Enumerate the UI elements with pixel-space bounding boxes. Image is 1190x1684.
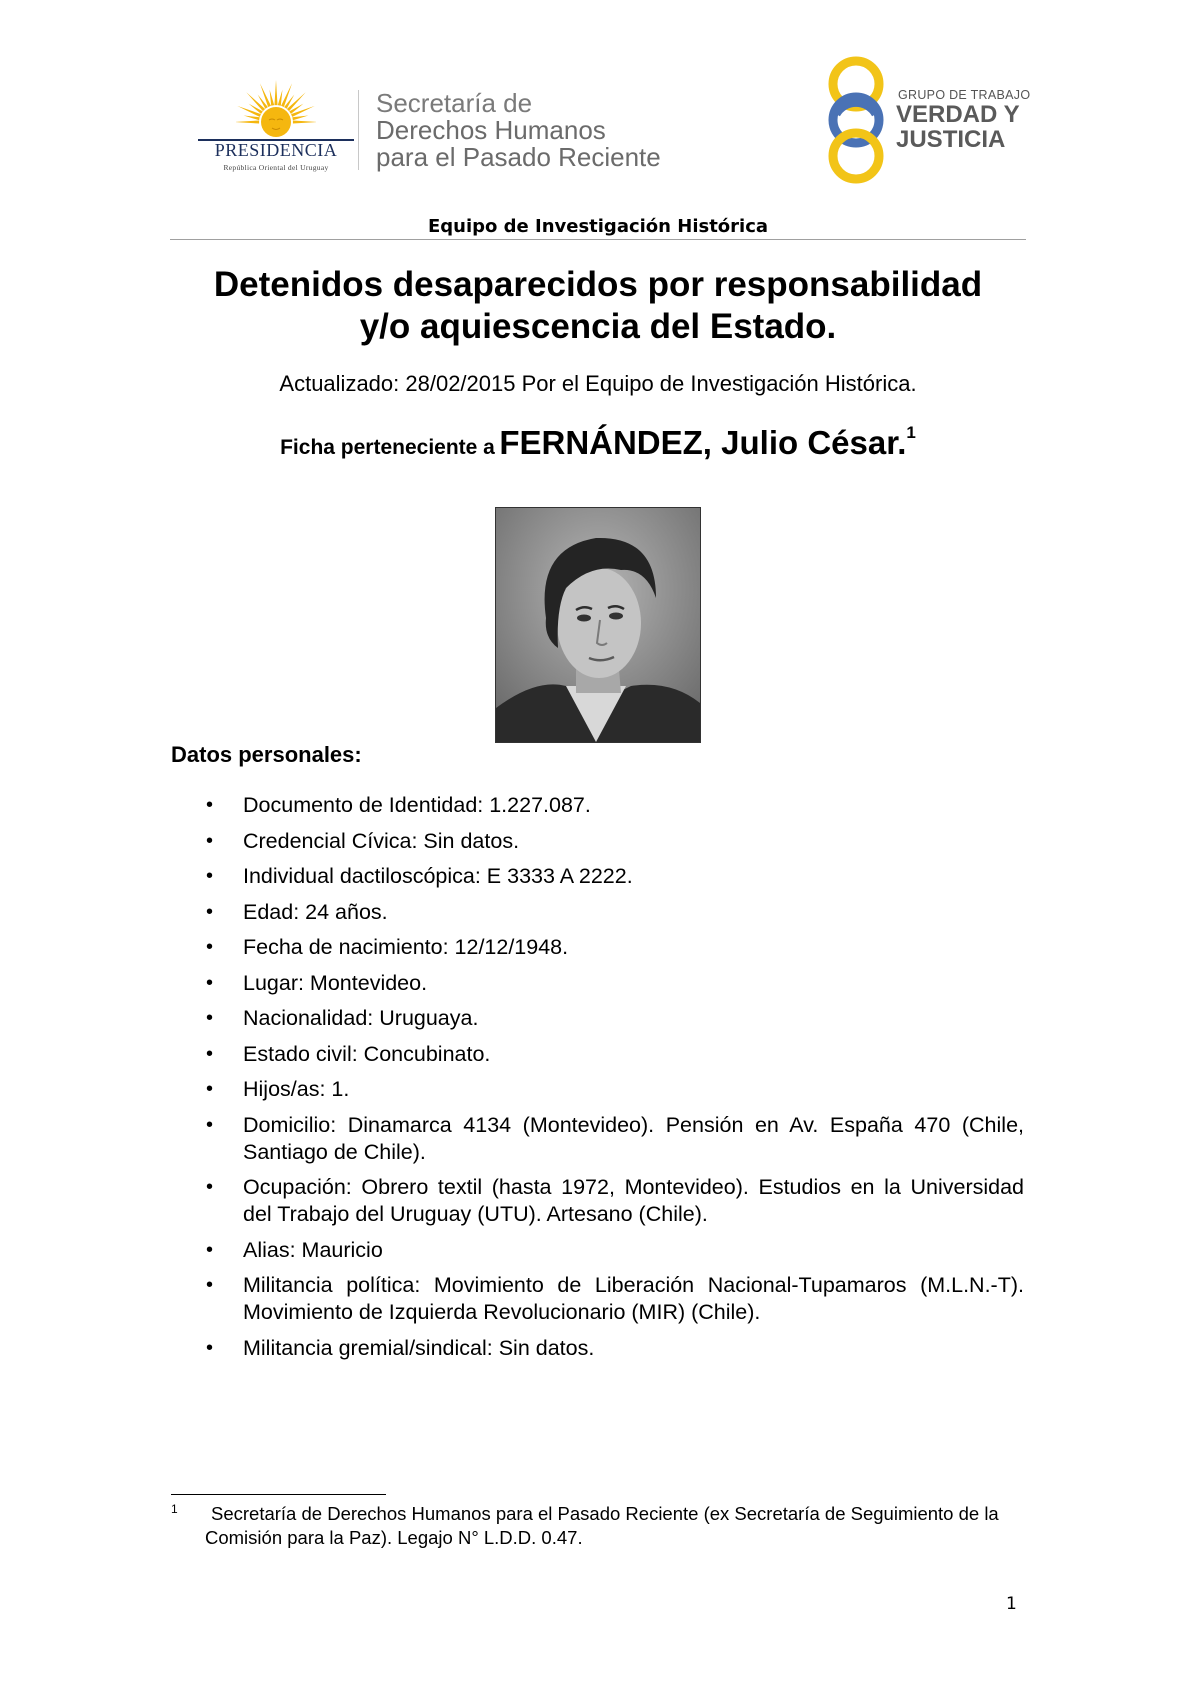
page-number: 1 xyxy=(1006,1594,1017,1614)
person-name: FERNÁNDEZ, Julio César. xyxy=(499,424,907,461)
presidencia-name: PRESIDENCIA xyxy=(214,140,338,160)
bullet-icon: • xyxy=(206,1007,214,1029)
sun-ray xyxy=(278,90,283,106)
list-item xyxy=(171,899,1024,926)
sun-ray xyxy=(244,116,260,121)
person-photo xyxy=(495,507,701,743)
bullet-icon: • xyxy=(206,829,214,852)
bullet-icon: • xyxy=(206,1113,214,1136)
bullet-icon: • xyxy=(206,1336,214,1359)
bullet-icon: • xyxy=(206,971,214,994)
bullet-icon: • xyxy=(206,794,214,816)
list-item-text: Domicilio: Dinamarca 4134 (Montevideo). Pensión en Av. España 470 (Chile, Santiago de Chile). xyxy=(243,1112,1024,1164)
page-title-line2: y/o aquiescencia del Estado. xyxy=(359,307,837,346)
list-item-text: Documento de Identidad: 1.227.087. xyxy=(243,793,591,817)
bullet-icon: • xyxy=(206,936,214,958)
list-item-text: Individual dactiloscópica: E 3333 A 2222. xyxy=(243,864,633,888)
list-item-text: Hijos/as: 1. xyxy=(243,1077,350,1101)
secretaria-logo-text xyxy=(376,90,716,171)
secretaria-line1: Secretaría de xyxy=(376,88,533,118)
list-item-text: Militancia gremial/sindical: Sin datos. xyxy=(243,1335,595,1360)
sun-ray xyxy=(237,106,261,117)
list-item-text: Ocupación: Obrero textil (hasta 1972, Montevideo). Estudios en la Universidad del Trabajo del Uruguay (UTU). Artesano (Chile). xyxy=(243,1175,1024,1226)
secretaria-line2: Derechos Humanos xyxy=(376,115,606,145)
verdad-justicia-big2: JUSTICIA xyxy=(896,126,1006,153)
list-item xyxy=(171,1041,1024,1068)
ficha-heading xyxy=(160,424,1036,462)
section-title: Datos personales: xyxy=(171,742,362,767)
list-item-text: Fecha de nacimiento: 12/12/1948. xyxy=(243,935,569,959)
list-item xyxy=(171,1005,1024,1032)
rings-icon xyxy=(822,56,892,184)
footnote-rule xyxy=(171,1494,386,1495)
sun-ray xyxy=(274,80,277,105)
list-item xyxy=(171,1112,1024,1166)
list-item xyxy=(171,934,1024,961)
bullet-icon: • xyxy=(206,1078,214,1100)
team-title-rule xyxy=(170,239,1026,240)
list-item xyxy=(171,1335,1024,1362)
sun-ray xyxy=(281,83,292,107)
portrait-image xyxy=(496,508,700,742)
header-divider xyxy=(358,90,359,170)
list-item xyxy=(171,792,1024,819)
list-item xyxy=(171,828,1024,855)
list-item-text: Lugar: Montevideo. xyxy=(243,970,428,995)
list-item xyxy=(171,1237,1024,1264)
bullet-icon: • xyxy=(206,1274,214,1296)
sun-icon xyxy=(236,78,316,140)
page-title xyxy=(160,264,1036,348)
list-item-text: Edad: 24 años. xyxy=(243,899,388,924)
page-title-line1: Detenidos desaparecidos por responsabilidad xyxy=(213,265,983,304)
sun-ray xyxy=(291,106,315,117)
sun-ray xyxy=(293,120,316,123)
list-item-text: Militancia política: Movimiento de Liberación Nacional-Tupamaros (M.L.N.-T). Movimiento de Izquierda Revolucionario (MIR) (Chile). xyxy=(243,1273,1024,1324)
presidencia-subtitle: República Oriental del Uruguay xyxy=(223,163,329,172)
team-title: Equipo de Investigación Histórica xyxy=(427,216,769,237)
sun-ray xyxy=(270,90,275,106)
ficha-prefix: Ficha perteneciente a xyxy=(280,436,495,459)
list-item-text: Alias: Mauricio xyxy=(243,1237,383,1262)
verdad-justicia-big1: VERDAD Y xyxy=(896,101,1020,128)
bullet-icon: • xyxy=(206,1238,214,1261)
list-item-text: Credencial Cívica: Sin datos. xyxy=(243,828,520,853)
presidencia-logo xyxy=(196,78,356,178)
secretaria-line3: para el Pasado Reciente xyxy=(376,142,661,172)
footnote-mark: 1 xyxy=(171,1502,178,1516)
list-item xyxy=(171,1076,1024,1103)
list-item xyxy=(171,863,1024,890)
list-item xyxy=(171,1272,1024,1326)
bullet-icon: • xyxy=(206,900,214,923)
footnote-ref: 1 xyxy=(906,423,916,442)
verdad-justicia-small: GRUPO DE TRABAJO xyxy=(898,88,1031,102)
list-item-text: Estado civil: Concubinato. xyxy=(243,1041,491,1066)
verdad-justicia-logo xyxy=(822,56,1032,184)
bullet-icon: • xyxy=(206,865,214,887)
list-item xyxy=(171,1174,1024,1228)
bullet-icon: • xyxy=(206,1042,214,1065)
bullet-icon: • xyxy=(206,1176,214,1198)
list-item-text: Nacionalidad: Uruguaya. xyxy=(243,1006,479,1030)
list-item xyxy=(171,970,1024,997)
sun-ray xyxy=(236,120,259,123)
updated-line: Actualizado: 28/02/2015 Por el Equipo de Investigación Histórica. xyxy=(279,371,917,396)
footnote-text: Secretaría de Derechos Humanos para el Pasado Reciente (ex Secretaría de Seguimiento de la Comisión para la Paz). Legajo N° L.D.D. 0.47. xyxy=(205,1503,999,1548)
personal-data-list xyxy=(171,792,1024,1370)
sun-ray xyxy=(260,83,271,107)
sun-ray xyxy=(292,116,308,121)
